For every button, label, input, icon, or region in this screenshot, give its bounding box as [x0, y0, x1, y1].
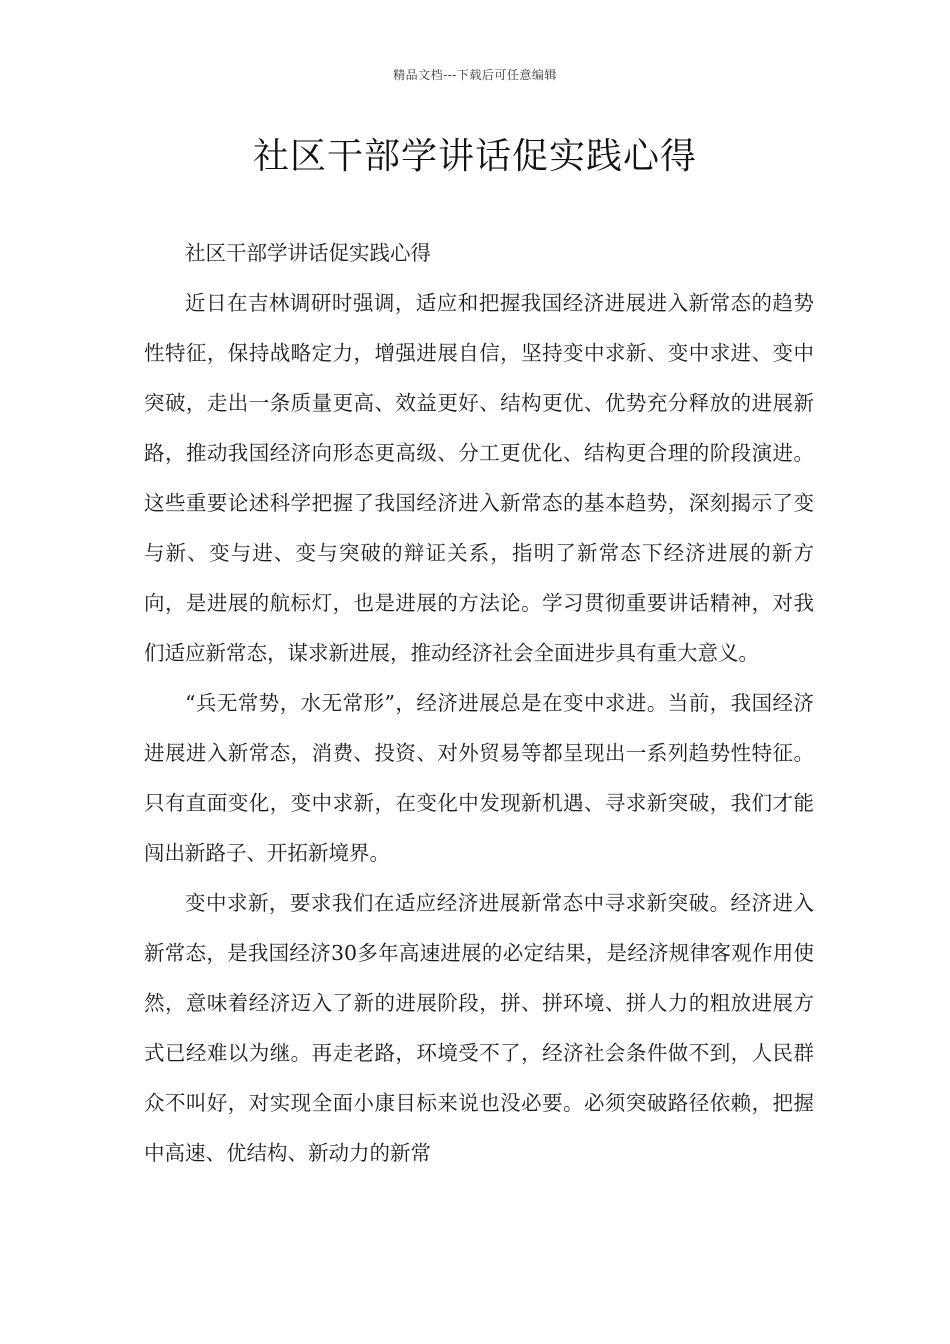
document-body: [144, 228, 814, 1178]
paragraph: “兵无常势，水无常形”，经济进展总是在变中求进。当前，我国经济进展进入新常态，消费、投资、对外贸易等都呈现出一系列趋势性特征。只有直面变化，变中求新，在变化中发现新机遇、寻求新突破，我们才能闯出新路子、开拓新境界。: [144, 691, 814, 865]
document-header-note: 精品文档---下载后可任意编辑: [393, 68, 557, 82]
paragraph: 变中求新，要求我们在适应经济进展新常态中寻求新突破。经济进入新常态，是我国经济30多年高速进展的必定结果，是经济规律客观作用使然，意味着经济迈入了新的进展阶段，拼、拼环境、拼人力的粗放进展方式已经难以为继。再走老路，环境受不了，经济社会条件做不到，人民群众不叫好，对实现全面小康目标来说也没必要。必须突破路径依赖，把握中高速、优结构、新动力的新常: [144, 891, 814, 1165]
document-title: 社区干部学讲话促实践心得: [252, 136, 697, 177]
paragraph: 近日在吉林调研时强调，适应和把握我国经济进展进入新常态的趋势性特征，保持战略定力，增强进展自信，坚持变中求新、变中求进、变中突破，走出一条质量更高、效益更好、结构更优、优势充分释放的进展新路，推动我国经济向形态更高级、分工更优化、结构更合理的阶段演进。这些重要论述科学把握了我国经济进入新常态的基本趋势，深刻揭示了变与新、变与进、变与突破的辩证关系，指明了新常态下经济进展的新方向，是进展的航标灯，也是进展的方法论。学习贯彻重要讲话精神，对我们适应新常态，谋求新进展，推动经济社会全面进步具有重大意义。: [144, 291, 814, 665]
paragraph-subtitle: 社区干部学讲话促实践心得: [185, 241, 431, 265]
